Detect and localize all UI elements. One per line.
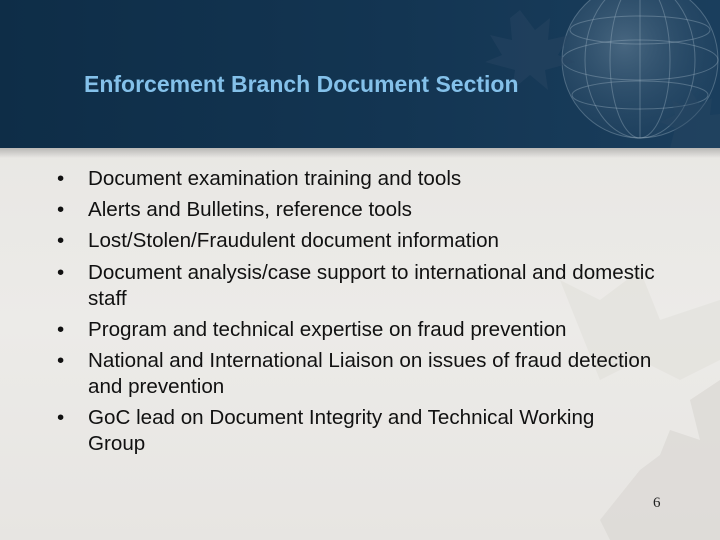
bullet-item <box>57 317 657 343</box>
bullet-item <box>57 197 657 223</box>
bullet-item <box>57 166 657 192</box>
bullet-text: Program and technical expertise on fraud prevention <box>88 317 567 341</box>
slide-title: Enforcement Branch Document Section <box>84 71 519 97</box>
bullet-icon: • <box>57 406 65 430</box>
bullet-item <box>57 348 657 400</box>
bullet-text: Lost/Stolen/Fraudulent document information <box>88 229 499 253</box>
bullet-icon: • <box>57 260 65 284</box>
bullet-text: Document examination training and tools <box>88 167 462 190</box>
bullet-text: National and International Liaison on issues of fraud detection and prevention <box>88 348 652 398</box>
bullet-list <box>57 166 657 462</box>
title-banner <box>0 0 720 148</box>
bullet-text: Document analysis/case support to international and domestic staff <box>88 260 655 310</box>
bullet-icon: • <box>57 229 65 253</box>
bullet-icon: • <box>57 167 65 190</box>
bullet-text: Alerts and Bulletins, reference tools <box>88 198 412 222</box>
banner-shadow <box>0 148 720 158</box>
bullet-item <box>57 405 657 457</box>
bullet-text: GoC lead on Document Integrity and Technical Working Group <box>88 406 595 456</box>
bullet-item <box>57 260 657 312</box>
bullet-item <box>57 228 657 254</box>
page-number: 6 <box>653 495 661 511</box>
bullet-icon: • <box>57 198 65 222</box>
bullet-icon: • <box>57 317 65 341</box>
bullet-icon: • <box>57 348 65 372</box>
